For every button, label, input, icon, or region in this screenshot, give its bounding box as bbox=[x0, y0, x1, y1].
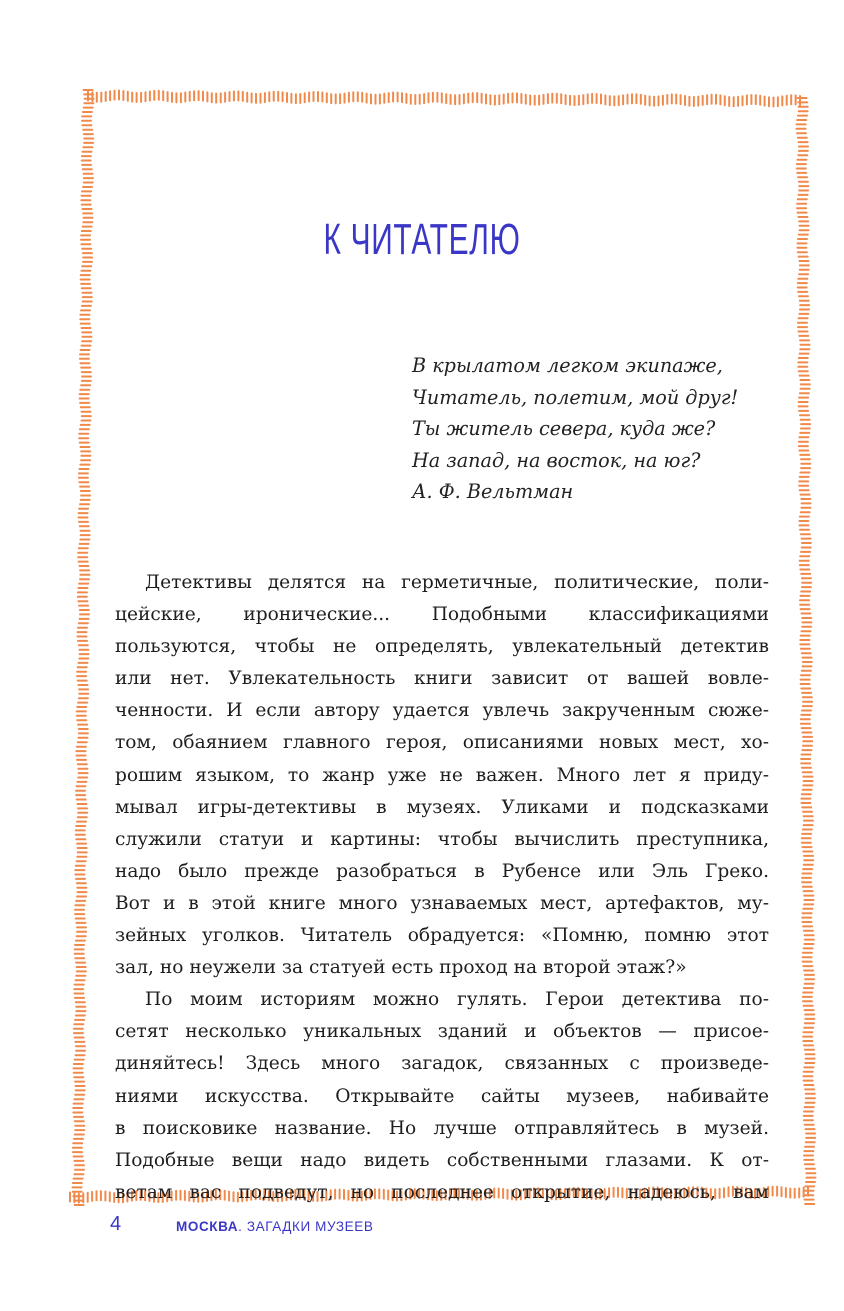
running-head-book: МОСКВА bbox=[176, 1219, 239, 1234]
body-line: рошим языком, то жанр уже не важен. Много лет я приду- bbox=[115, 764, 769, 786]
epigraph-line: Ты житель севера, куда же? bbox=[412, 417, 716, 441]
body-line: ченности. И если автору удается увлечь закрученным сюже- bbox=[115, 700, 769, 722]
body-line: зал, но неужели за статуей есть проход на второй этаж?» bbox=[115, 957, 687, 979]
body-line: диняйтесь! Здесь много загадок, связанных с произведе- bbox=[115, 1053, 769, 1075]
body-line: сетят несколько уникальных зданий и объектов — присое- bbox=[115, 1021, 769, 1043]
body-line: том, обаянием главного героя, описаниями новых мест, хо- bbox=[115, 732, 769, 754]
body-line: в поисковике название. Но лучше отправляйтесь в музей. bbox=[115, 1117, 769, 1139]
body-line: По моим историям можно гулять. Герои детектива по- bbox=[145, 989, 769, 1011]
body-line: Подобные вещи надо видеть собственными глазами. К от- bbox=[115, 1149, 769, 1171]
running-head bbox=[176, 1219, 373, 1234]
epigraph-author: А. Ф. Вельтман bbox=[412, 480, 574, 504]
page-title: К ЧИТАТЕЛЮ bbox=[323, 215, 521, 265]
page-number: 4 bbox=[110, 1213, 122, 1235]
body-line: цейские, иронические... Подобными классификациями bbox=[115, 604, 769, 626]
epigraph-line: На запад, на восток, на юг? bbox=[412, 448, 701, 472]
body-line: Детективы делятся на герметичные, политические, поли- bbox=[145, 572, 769, 593]
body-line: Вот и в этой книге много узнаваемых мест, артефактов, му- bbox=[115, 892, 769, 914]
body-line: пользуются, чтобы не определять, увлекательный детектив bbox=[115, 636, 769, 658]
body-line: зейных уголков. Читатель обрадуется: «Помню, помню этот bbox=[115, 925, 769, 947]
body-line: ниями искусства. Открывайте сайты музеев, набивайте bbox=[115, 1085, 769, 1107]
body-text bbox=[115, 567, 769, 1209]
body-line: служили статуи и картины: чтобы вычислить преступника, bbox=[115, 828, 769, 850]
epigraph-line: В крылатом легком экипаже, bbox=[412, 354, 723, 377]
body-line: мывал игры-детективы в музеях. Уликами и подсказками bbox=[115, 796, 769, 818]
epigraph bbox=[412, 350, 738, 508]
epigraph-line: Читатель, полетим, мой друг! bbox=[412, 385, 739, 409]
body-line: надо было прежде разобраться в Рубенсе или Эль Греко. bbox=[115, 860, 769, 882]
body-line: или нет. Увлекательность книги зависит от вашей вовле- bbox=[115, 668, 769, 690]
running-head-subtitle: . ЗАГАДКИ МУЗЕЕВ bbox=[238, 1219, 374, 1234]
body-line: ветам вас подведут, но последнее открытие, надеюсь, вам bbox=[115, 1181, 769, 1203]
